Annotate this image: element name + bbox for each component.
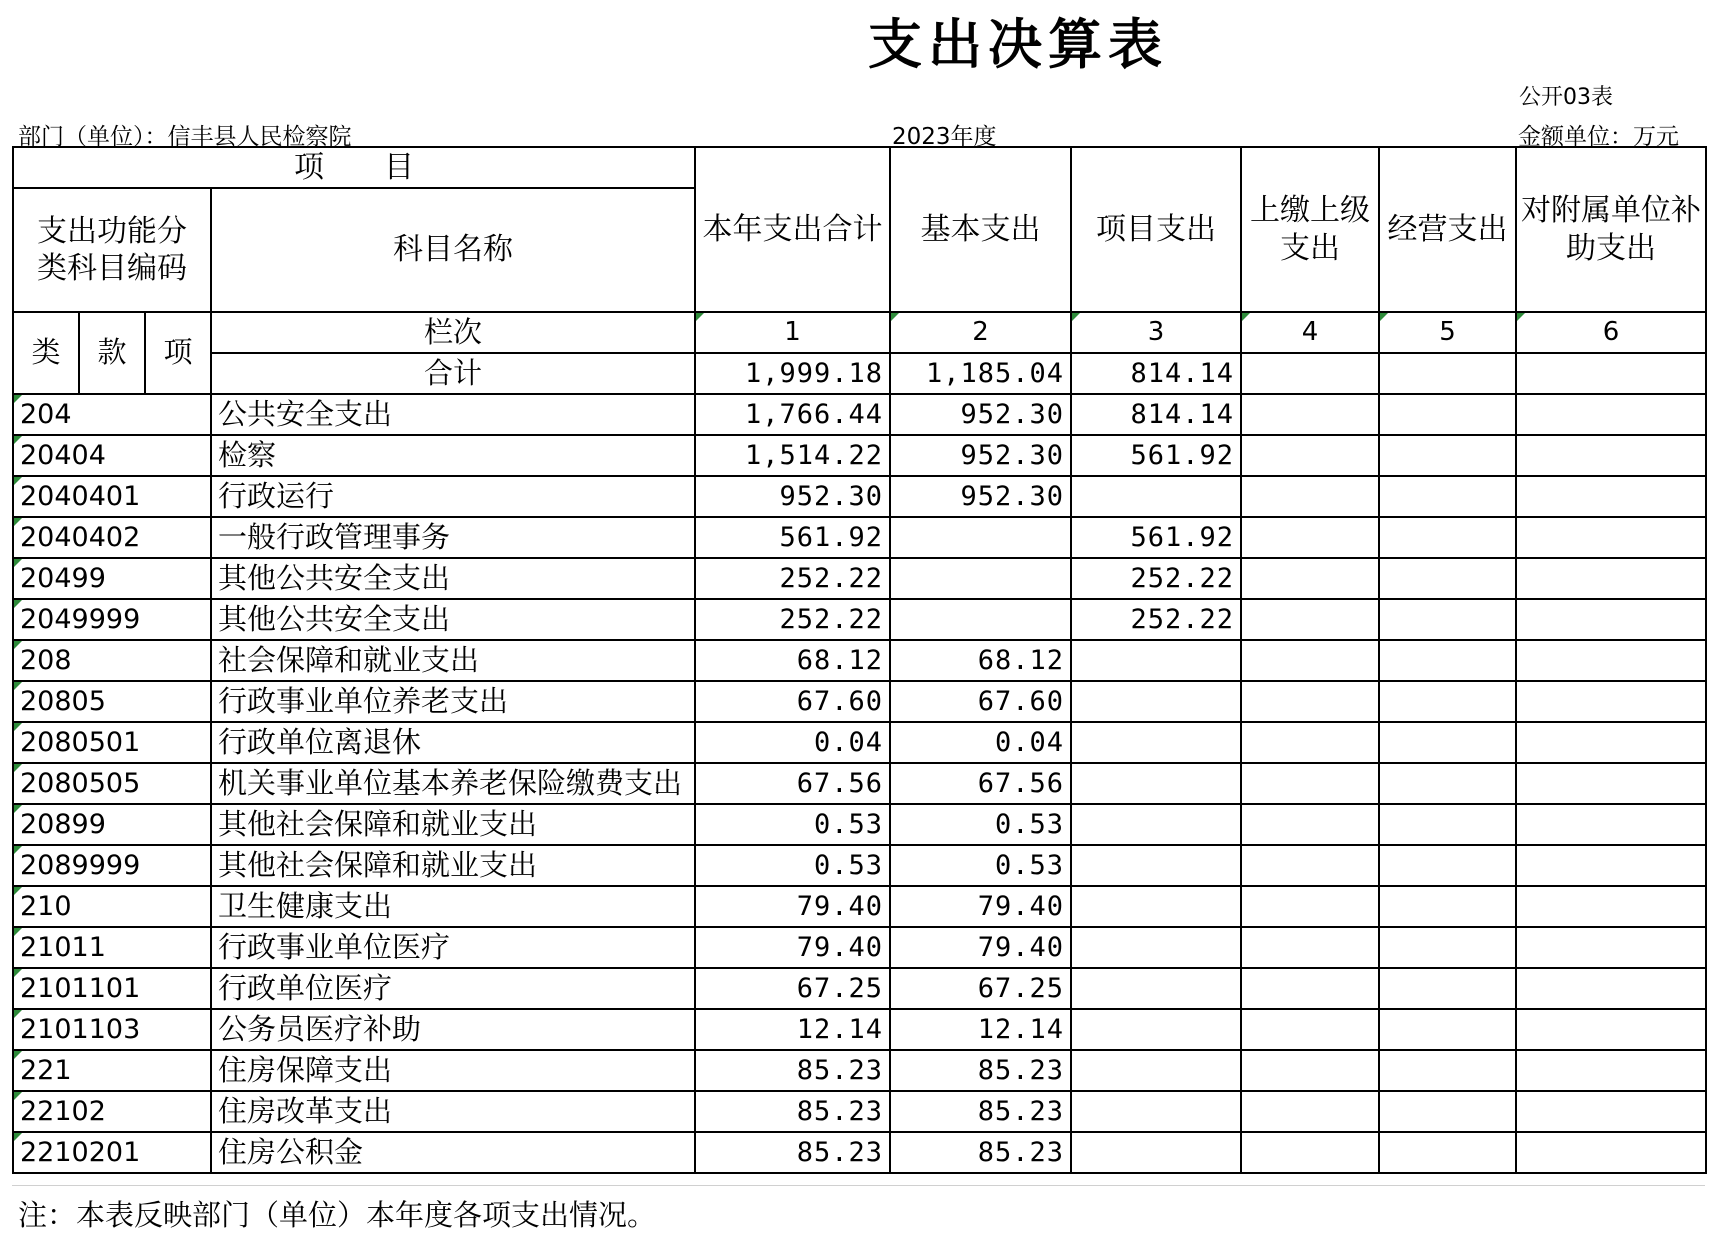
table-row <box>13 394 1706 435</box>
table-row <box>13 476 1706 517</box>
subject-name-cell: 一般行政管理事务 <box>211 517 695 558</box>
header-basic: 基本支出 <box>890 147 1071 312</box>
subsidy-cell <box>1516 640 1706 681</box>
table-row <box>13 804 1706 845</box>
business-cell <box>1379 681 1516 722</box>
basic-cell: 68.12 <box>890 640 1071 681</box>
table-row <box>13 640 1706 681</box>
subject-name-cell: 行政事业单位医疗 <box>211 927 695 968</box>
subsidy-cell <box>1516 968 1706 1009</box>
business-cell <box>1379 394 1516 435</box>
remit-cell <box>1241 1050 1379 1091</box>
code-cell: 2049999 <box>13 599 211 640</box>
project-expenditure-cell <box>1071 845 1241 886</box>
remit-cell <box>1241 558 1379 599</box>
table-row <box>13 517 1706 558</box>
remit-cell <box>1241 640 1379 681</box>
subject-name-cell: 公共安全支出 <box>211 394 695 435</box>
project-expenditure-cell <box>1071 640 1241 681</box>
table-row <box>13 927 1706 968</box>
table-row <box>13 435 1706 476</box>
code-cell: 2089999 <box>13 845 211 886</box>
total-cell: 79.40 <box>695 927 890 968</box>
code-cell: 208 <box>13 640 211 681</box>
business-cell <box>1379 1009 1516 1050</box>
subject-name-cell: 检察 <box>211 435 695 476</box>
project-expenditure-cell: 814.14 <box>1071 394 1241 435</box>
subsidy-cell <box>1516 1132 1706 1173</box>
page-title: 支出决算表 <box>868 12 1168 76</box>
remit-cell <box>1241 599 1379 640</box>
subsidy-cell <box>1516 517 1706 558</box>
total-cell: 67.25 <box>695 968 890 1009</box>
remit-cell <box>1241 435 1379 476</box>
subsidy-cell <box>1516 722 1706 763</box>
business-cell <box>1379 804 1516 845</box>
code-cell: 2040401 <box>13 476 211 517</box>
code-cell: 22102 <box>13 1091 211 1132</box>
basic-cell: 952.30 <box>890 435 1071 476</box>
remit-cell <box>1241 394 1379 435</box>
header-business: 经营支出 <box>1379 147 1516 312</box>
code-cell: 221 <box>13 1050 211 1091</box>
business-cell <box>1379 968 1516 1009</box>
column-number: 6 <box>1516 312 1706 353</box>
table-row <box>13 558 1706 599</box>
project-expenditure-cell <box>1071 804 1241 845</box>
total-cell: 68.12 <box>695 640 890 681</box>
table-row <box>13 845 1706 886</box>
header-total: 本年支出合计 <box>695 147 890 312</box>
project-expenditure-cell <box>1071 968 1241 1009</box>
basic-cell: 85.23 <box>890 1132 1071 1173</box>
subject-name-cell: 机关事业单位基本养老保险缴费支出 <box>211 763 695 804</box>
remit-cell <box>1241 476 1379 517</box>
subject-name-cell: 住房改革支出 <box>211 1091 695 1132</box>
total-cell: 1,999.18 <box>695 353 890 394</box>
business-cell <box>1379 558 1516 599</box>
code-cell: 210 <box>13 886 211 927</box>
basic-cell: 952.30 <box>890 476 1071 517</box>
total-cell: 67.60 <box>695 681 890 722</box>
project-expenditure-cell: 252.22 <box>1071 599 1241 640</box>
total-cell: 0.53 <box>695 845 890 886</box>
subsidy-cell <box>1516 1009 1706 1050</box>
total-row <box>13 353 1706 394</box>
project-expenditure-cell: 561.92 <box>1071 435 1241 476</box>
project-expenditure-cell <box>1071 763 1241 804</box>
amount-unit: 金额单位：万元 <box>1518 124 1679 150</box>
basic-cell: 67.56 <box>890 763 1071 804</box>
header-lei: 类 <box>13 312 79 394</box>
business-cell <box>1379 722 1516 763</box>
subject-name-cell: 其他社会保障和就业支出 <box>211 845 695 886</box>
business-cell <box>1379 476 1516 517</box>
project-expenditure-cell <box>1071 722 1241 763</box>
business-cell <box>1379 435 1516 476</box>
subsidy-cell <box>1516 353 1706 394</box>
subject-name-cell: 其他公共安全支出 <box>211 558 695 599</box>
code-cell: 20899 <box>13 804 211 845</box>
department-label: 部门（单位）：信丰县人民检察院 <box>18 124 352 150</box>
total-cell: 79.40 <box>695 886 890 927</box>
basic-cell: 0.53 <box>890 804 1071 845</box>
note-divider <box>12 1185 1705 1186</box>
table-note: 注：本表反映部门（单位）本年度各项支出情况。 <box>18 1198 657 1232</box>
subsidy-cell <box>1516 394 1706 435</box>
business-cell <box>1379 640 1516 681</box>
project-expenditure-cell <box>1071 886 1241 927</box>
subject-name-cell: 住房公积金 <box>211 1132 695 1173</box>
total-cell: 85.23 <box>695 1050 890 1091</box>
remit-cell <box>1241 968 1379 1009</box>
header-remit: 上缴上级支出 <box>1241 147 1379 312</box>
code-cell: 2080501 <box>13 722 211 763</box>
form-number: 公开03表 <box>1519 85 1613 110</box>
subsidy-cell <box>1516 681 1706 722</box>
basic-cell: 0.53 <box>890 845 1071 886</box>
table-row <box>13 1050 1706 1091</box>
remit-cell <box>1241 1091 1379 1132</box>
table-row <box>13 599 1706 640</box>
subsidy-cell <box>1516 927 1706 968</box>
total-cell: 952.30 <box>695 476 890 517</box>
code-cell: 2101101 <box>13 968 211 1009</box>
subsidy-cell <box>1516 1050 1706 1091</box>
basic-cell <box>890 558 1071 599</box>
remit-cell <box>1241 804 1379 845</box>
header-subject-name: 科目名称 <box>211 188 695 312</box>
subsidy-cell <box>1516 845 1706 886</box>
project-expenditure-cell <box>1071 1091 1241 1132</box>
total-cell: 12.14 <box>695 1009 890 1050</box>
code-cell: 2040402 <box>13 517 211 558</box>
basic-cell: 67.60 <box>890 681 1071 722</box>
column-number: 2 <box>890 312 1071 353</box>
subject-name-cell: 行政运行 <box>211 476 695 517</box>
total-cell: 1,514.22 <box>695 435 890 476</box>
business-cell <box>1379 927 1516 968</box>
business-cell <box>1379 599 1516 640</box>
subject-name-cell: 其他社会保障和就业支出 <box>211 804 695 845</box>
table-row <box>13 1009 1706 1050</box>
project-expenditure-cell <box>1071 1132 1241 1173</box>
column-number: 5 <box>1379 312 1516 353</box>
subsidy-cell <box>1516 1091 1706 1132</box>
table-row <box>13 968 1706 1009</box>
basic-cell <box>890 517 1071 558</box>
table-row <box>13 1091 1706 1132</box>
header-kuan: 款 <box>79 312 145 394</box>
code-cell: 2210201 <box>13 1132 211 1173</box>
code-cell: 21011 <box>13 927 211 968</box>
business-cell <box>1379 517 1516 558</box>
basic-cell: 79.40 <box>890 886 1071 927</box>
project-expenditure-cell: 814.14 <box>1071 353 1241 394</box>
total-cell: 67.56 <box>695 763 890 804</box>
basic-cell <box>890 599 1071 640</box>
remit-cell <box>1241 886 1379 927</box>
project-expenditure-cell <box>1071 681 1241 722</box>
business-cell <box>1379 353 1516 394</box>
basic-cell: 0.04 <box>890 722 1071 763</box>
business-cell <box>1379 1050 1516 1091</box>
code-cell: 204 <box>13 394 211 435</box>
business-cell <box>1379 845 1516 886</box>
basic-cell: 79.40 <box>890 927 1071 968</box>
subject-name-cell: 社会保障和就业支出 <box>211 640 695 681</box>
table-row <box>13 681 1706 722</box>
header-xiang: 项 <box>145 312 211 394</box>
subsidy-cell <box>1516 599 1706 640</box>
header-subsidy: 对附属单位补助支出 <box>1516 147 1706 312</box>
code-cell: 20404 <box>13 435 211 476</box>
basic-cell: 952.30 <box>890 394 1071 435</box>
table-row <box>13 763 1706 804</box>
fiscal-year: 2023年度 <box>892 124 997 150</box>
business-cell <box>1379 1132 1516 1173</box>
subject-name-cell: 行政单位离退休 <box>211 722 695 763</box>
expenditure-table <box>12 146 1707 1174</box>
total-cell: 561.92 <box>695 517 890 558</box>
project-expenditure-cell <box>1071 1009 1241 1050</box>
code-cell: 20805 <box>13 681 211 722</box>
total-cell: 85.23 <box>695 1132 890 1173</box>
subsidy-cell <box>1516 476 1706 517</box>
business-cell <box>1379 763 1516 804</box>
basic-cell: 12.14 <box>890 1009 1071 1050</box>
remit-cell <box>1241 681 1379 722</box>
total-cell: 252.22 <box>695 599 890 640</box>
subsidy-cell <box>1516 763 1706 804</box>
remit-cell <box>1241 845 1379 886</box>
project-expenditure-cell <box>1071 927 1241 968</box>
header-func-code: 支出功能分类科目编码 <box>13 188 211 312</box>
remit-cell <box>1241 1009 1379 1050</box>
remit-cell <box>1241 722 1379 763</box>
subject-name-cell: 行政单位医疗 <box>211 968 695 1009</box>
project-expenditure-cell <box>1071 1050 1241 1091</box>
basic-cell: 85.23 <box>890 1091 1071 1132</box>
header-lanci: 栏次 <box>211 312 695 353</box>
remit-cell <box>1241 1132 1379 1173</box>
total-cell: 252.22 <box>695 558 890 599</box>
total-label: 合计 <box>211 353 695 394</box>
table-row <box>13 886 1706 927</box>
basic-cell: 67.25 <box>890 968 1071 1009</box>
project-expenditure-cell: 252.22 <box>1071 558 1241 599</box>
basic-cell: 1,185.04 <box>890 353 1071 394</box>
code-cell: 2080505 <box>13 763 211 804</box>
column-number: 4 <box>1241 312 1379 353</box>
subsidy-cell <box>1516 886 1706 927</box>
subject-name-cell: 公务员医疗补助 <box>211 1009 695 1050</box>
remit-cell <box>1241 353 1379 394</box>
total-cell: 1,766.44 <box>695 394 890 435</box>
project-expenditure-cell <box>1071 476 1241 517</box>
header-project: 项 目 <box>13 147 695 188</box>
code-cell: 20499 <box>13 558 211 599</box>
remit-cell <box>1241 763 1379 804</box>
code-cell: 2101103 <box>13 1009 211 1050</box>
subject-name-cell: 住房保障支出 <box>211 1050 695 1091</box>
business-cell <box>1379 1091 1516 1132</box>
column-number: 3 <box>1071 312 1241 353</box>
table-row <box>13 1132 1706 1173</box>
basic-cell: 85.23 <box>890 1050 1071 1091</box>
total-cell: 0.53 <box>695 804 890 845</box>
subsidy-cell <box>1516 804 1706 845</box>
remit-cell <box>1241 517 1379 558</box>
column-number: 1 <box>695 312 890 353</box>
total-cell: 85.23 <box>695 1091 890 1132</box>
project-expenditure-cell: 561.92 <box>1071 517 1241 558</box>
subject-name-cell: 其他公共安全支出 <box>211 599 695 640</box>
subsidy-cell <box>1516 435 1706 476</box>
subject-name-cell: 行政事业单位养老支出 <box>211 681 695 722</box>
business-cell <box>1379 886 1516 927</box>
subsidy-cell <box>1516 558 1706 599</box>
header-project-expenditure: 项目支出 <box>1071 147 1241 312</box>
subject-name-cell: 卫生健康支出 <box>211 886 695 927</box>
total-cell: 0.04 <box>695 722 890 763</box>
table-row <box>13 722 1706 763</box>
remit-cell <box>1241 927 1379 968</box>
